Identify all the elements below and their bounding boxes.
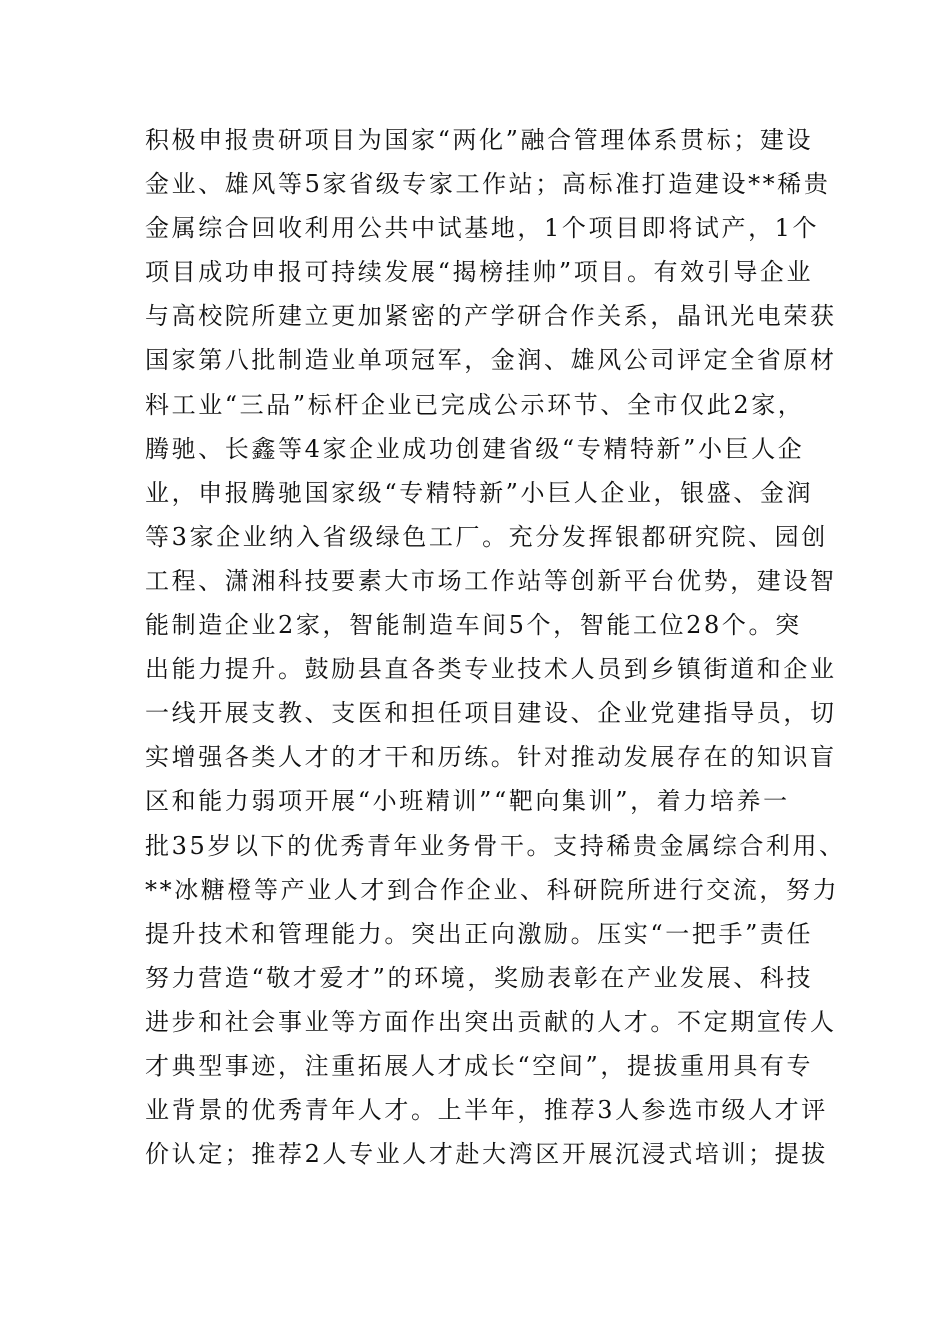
text-line: 出能力提升。鼓励县直各类专业技术人员到乡镇街道和企业 bbox=[145, 655, 837, 684]
text-line: 业，申报腾驰国家级“专精特新”小巨人企业，银盛、金润 bbox=[145, 478, 814, 507]
text-line: **冰糖橙等产业人才到合作企业、科研院所进行交流，努力 bbox=[145, 875, 840, 904]
text-line: 进步和社会事业等方面作出突出贡献的人才。不定期宣传人 bbox=[145, 1007, 837, 1036]
text-line: 金属综合回收利用公共中试基地，1个项目即将试产，1个 bbox=[145, 214, 820, 243]
text-line: 等3家企业纳入省级绿色工厂。充分发挥银都研究院、园创 bbox=[145, 522, 828, 551]
text-line: 积极申报贵研项目为国家“两化”融合管理体系贯标；建设 bbox=[145, 126, 814, 154]
text-line: 工程、潇湘科技要素大市场工作站等创新平台优势，建设智 bbox=[145, 566, 837, 595]
text-line: 能制造企业2家，智能制造车间5个，智能工位28个。突 bbox=[145, 611, 802, 640]
text-line: 努力营造“敬才爱才”的环境，奖励表彰在产业发展、科技 bbox=[145, 963, 814, 992]
text-line: 业背景的优秀青年人才。上半年，推荐3人参选市级人才评 bbox=[145, 1096, 828, 1125]
text-line: 实增强各类人才的才干和历练。针对推动发展存在的知识盲 bbox=[145, 743, 837, 772]
text-line: 提升技术和管理能力。突出正向激励。压实“一把手”责任 bbox=[145, 919, 814, 948]
text-line: 金业、雄风等5家省级专家工作站；高标准打造建设**稀贵 bbox=[145, 170, 831, 199]
text-line: 价认定；推荐2人专业人才赴大湾区开展沉浸式培训；提拔 bbox=[145, 1140, 828, 1169]
text-line: 批35岁以下的优秀青年业务骨干。支持稀贵金属综合利用、 bbox=[145, 831, 846, 860]
text-line: 才典型事迹，注重拓展人才成长“空间”，提拔重用具有专 bbox=[145, 1051, 814, 1080]
body-paragraph bbox=[145, 118, 846, 1176]
text-line: 与高校院所建立更加紧密的产学研合作关系，晶讯光电荣获 bbox=[145, 302, 837, 331]
text-line: 腾驰、长鑫等4家企业成功创建省级“专精特新”小巨人企 bbox=[145, 434, 805, 463]
text-line: 区和能力弱项开展“小班精训”“靶向集训”，着力培养一 bbox=[145, 787, 790, 816]
text-line: 国家第八批制造业单项冠军，金润、雄风公司评定全省原材 bbox=[145, 346, 837, 375]
text-line: 料工业“三品”标杆企业已完成公示环节、全市仅此2家， bbox=[145, 390, 805, 419]
text-line: 一线开展支教、支医和担任项目建设、企业党建指导员，切 bbox=[145, 699, 837, 728]
text-line: 项目成功申报可持续发展“揭榜挂帅”项目。有效引导企业 bbox=[145, 258, 814, 287]
